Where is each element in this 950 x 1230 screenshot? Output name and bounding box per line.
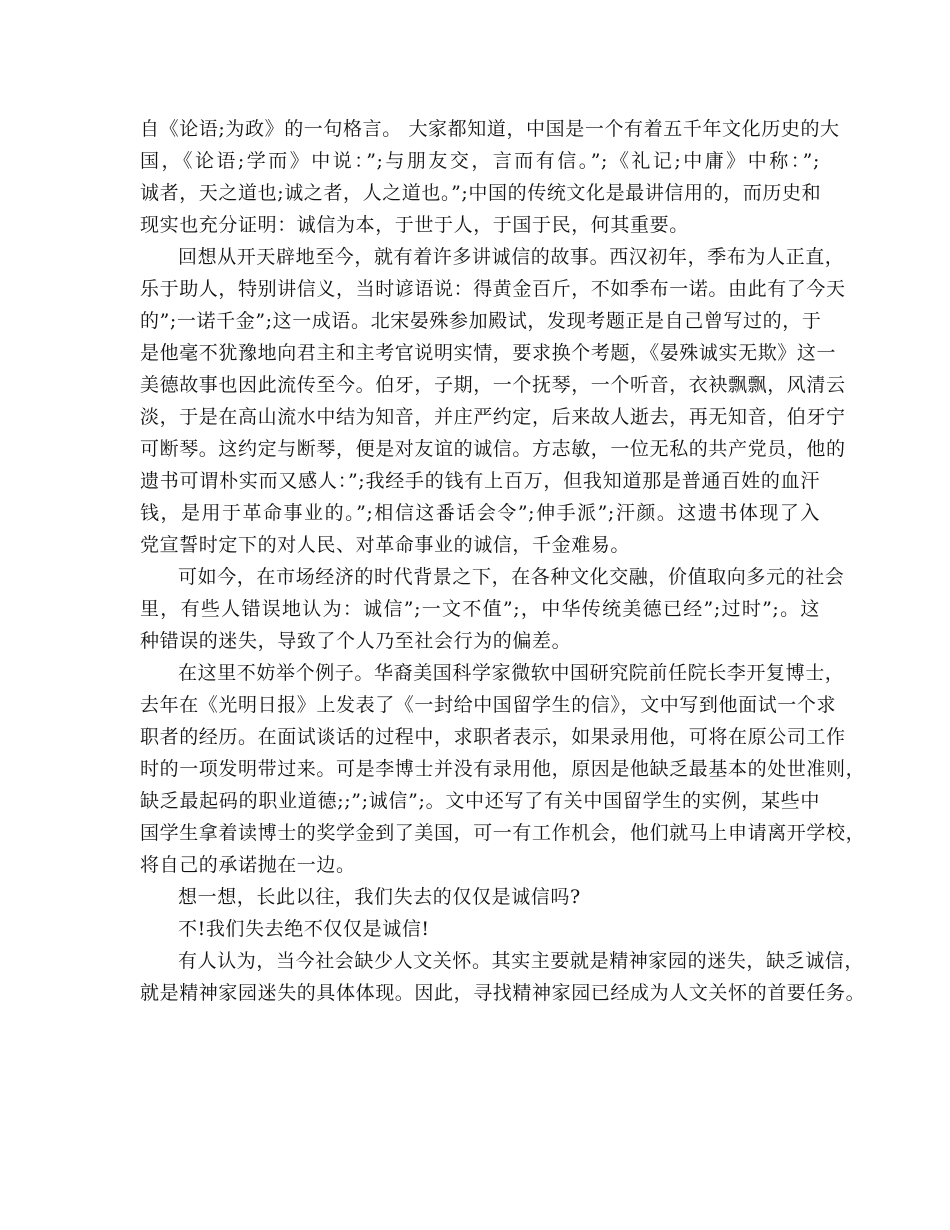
text-line: 种错误的迷失，导致了个人乃至社会行为的偏差。 xyxy=(140,630,572,652)
text-line: 淡，于是在高山流水中结为知音，并庄严约定，后来故人逝去，再无知音，伯牙宁 xyxy=(140,406,846,428)
text-line: 想一想，长此以往，我们失去的仅仅是诚信吗? xyxy=(178,886,581,908)
text-line: 时的一项发明带过来。可是李博士并没有录用他，原因是他缺乏最基本的处世准则， xyxy=(140,758,866,780)
text-line: 美德故事也因此流传至今。伯牙，子期，一个抚琴，一个听音，衣袂飘飘，风清云 xyxy=(140,374,846,396)
text-line: 党宣誓时定下的对人民、对革命事业的诚信，千金难易。 xyxy=(140,534,631,556)
text-line: 去年在《光明日报》上发表了《一封给中国留学生的信》，文中写到他面试一个求 xyxy=(140,694,837,716)
text-line: 缺乏最起码的职业道德;;”;诚信”;。文中还写了有关中国留学生的实例，某些中 xyxy=(140,790,820,812)
text-line: 里，有些人错误地认为：诚信”;一文不值”;，中华传统美德已经”;过时”;。这 xyxy=(140,598,820,620)
text-line: 钱，是用于革命事业的。”;相信这番话会令”;伸手派”;汗颜。这遗书体现了入 xyxy=(140,502,820,524)
text-line: 的”;一诺千金”;这一成语。北宋晏殊参加殿试，发现考题正是自己曾写过的，于 xyxy=(140,310,822,332)
text-line: 乐于助人，特别讲信义，当时谚语说：得黄金百斤，不如季布一诺。由此有了今天 xyxy=(140,278,846,300)
text-line: 回想从开天辟地至今，就有着许多讲诚信的故事。西汉初年，季布为人正直， xyxy=(178,246,845,268)
text-line: 国，《论语;学而》中说：”;与朋友交，言而有信。”;《礼记;中庸》中称：”; xyxy=(140,150,820,172)
text-line: 可断琴。这约定与断琴，便是对友谊的诚信。方志敏，一位无私的共产党员，他的 xyxy=(140,438,846,460)
text-line: 不!我们失去绝不仅仅是诚信! xyxy=(178,918,430,940)
text-line: 现实也充分证明：诚信为本，于世于人，于国于民，何其重要。 xyxy=(140,214,689,236)
text-line: 就是精神家园迷失的具体体现。因此，寻找精神家园已经成为人文关怀的首要任务。 xyxy=(140,982,866,1004)
text-line: 是他毫不犹豫地向君主和主考官说明实情，要求换个考题，《晏殊诚实无欺》这一 xyxy=(140,342,837,364)
text-line: 可如今，在市场经济的时代背景之下，在各种文化交融，价值取向多元的社会 xyxy=(178,566,845,588)
text-line: 将自己的承诺抛在一边。 xyxy=(140,854,356,876)
text-line: 遗书可谓朴实而又感人：”;我经手的钱有上百万，但我知道那是普通百姓的血汗 xyxy=(140,470,820,492)
text-line: 国学生拿着读博士的奖学金到了美国，可一有工作机会，他们就马上申请离开学校， xyxy=(140,822,866,844)
document-body xyxy=(140,113,866,1009)
text-line: 职者的经历。在面试谈话的过程中，求职者表示，如果录用他，可将在原公司工作 xyxy=(140,726,846,748)
text-line: 诚者，天之道也;诚之者，人之道也。”;中国的传统文化是最讲信用的，而历史和 xyxy=(140,182,822,204)
text-line: 自《论语;为政》的一句格言。 大家都知道，中国是一个有着五千年文化历史的大 xyxy=(140,118,840,140)
text-line: 在这里不妨举个例子。华裔美国科学家微软中国研究院前任院长李开复博士， xyxy=(178,662,845,684)
text-line: 有人认为，当今社会缺少人文关怀。其实主要就是精神家园的迷失，缺乏诚信， xyxy=(178,950,865,972)
